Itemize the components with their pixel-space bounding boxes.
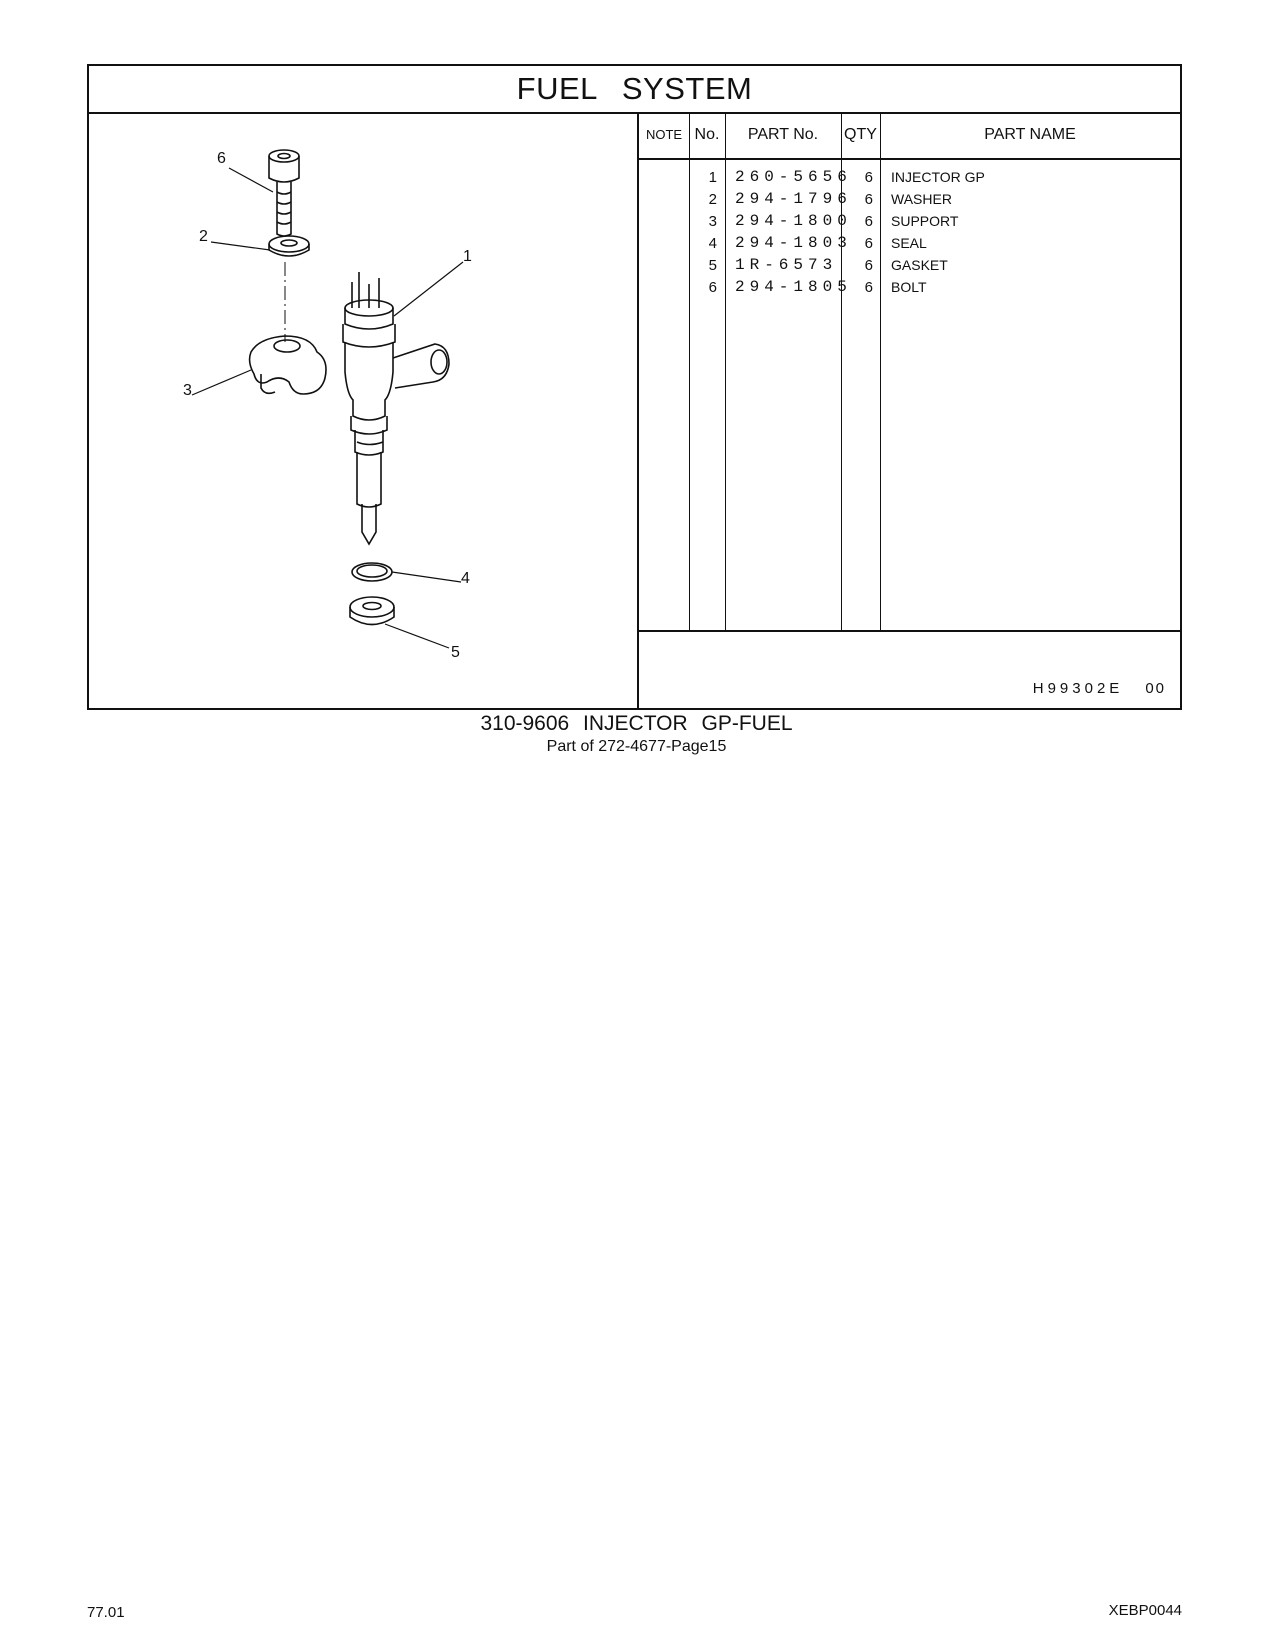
washer-drawing (269, 236, 309, 256)
section-title: FUEL SYSTEM (89, 66, 1180, 114)
item-number: 4 (708, 235, 717, 252)
table-row (639, 276, 1180, 299)
page-number: 77.01 (87, 1604, 125, 1621)
part-name: BOLT (891, 279, 927, 295)
injector-illustration (89, 112, 637, 710)
header-no: No. (694, 126, 720, 143)
table-row (639, 210, 1180, 233)
drawing-number (1033, 680, 1166, 697)
part-name: SEAL (891, 235, 927, 251)
header-qty: QTY (844, 126, 877, 143)
assembly-caption: 310-9606 INJECTOR GP-FUEL (480, 712, 793, 735)
part-number: 1R-6573 (735, 256, 838, 274)
callout-2: 2 (199, 228, 208, 245)
quantity: 6 (864, 235, 873, 252)
assembly-subcaption: Part of 272-4677-Page15 (546, 738, 727, 755)
document-code: XEBP0044 (1108, 1602, 1182, 1619)
part-number: 294-1803 (735, 234, 852, 252)
drawing-id: H99302E (1032, 680, 1124, 697)
parts-frame (87, 64, 1182, 710)
part-name: INJECTOR GP (891, 169, 985, 185)
part-number: 294-1800 (735, 212, 852, 230)
gasket-drawing (350, 597, 394, 625)
header-part-name: PART NAME (984, 126, 1076, 143)
seal-drawing (352, 563, 392, 581)
callout-1: 1 (463, 248, 472, 265)
quantity: 6 (864, 213, 873, 230)
part-name: WASHER (891, 191, 952, 207)
callout-5: 5 (451, 644, 460, 661)
header-part-no: PART No. (747, 126, 819, 143)
item-number: 5 (708, 257, 717, 274)
callout-6: 6 (217, 150, 226, 167)
part-number: 260-5656 (735, 168, 852, 186)
item-number: 3 (708, 213, 717, 230)
quantity: 6 (864, 279, 873, 296)
drawing-revision: 00 (1145, 680, 1166, 697)
exploded-diagram (89, 112, 639, 708)
item-number: 1 (708, 169, 717, 186)
item-number: 2 (708, 191, 717, 208)
callout-4: 4 (461, 570, 470, 587)
table-row (639, 166, 1180, 189)
bolt-drawing (269, 150, 299, 236)
table-row (639, 254, 1180, 277)
header-note: NOTE (645, 127, 683, 142)
quantity: 6 (864, 191, 873, 208)
part-number: 294-1805 (735, 278, 852, 296)
item-number: 6 (708, 279, 717, 296)
part-number: 294-1796 (735, 190, 852, 208)
injector-drawing (343, 272, 449, 544)
table-footer-divider (639, 630, 1180, 632)
table-row (639, 188, 1180, 211)
table-row (639, 232, 1180, 255)
part-name: SUPPORT (891, 213, 959, 229)
support-drawing (250, 336, 326, 394)
quantity: 6 (864, 169, 873, 186)
parts-table (639, 112, 1180, 708)
callout-3: 3 (183, 382, 192, 399)
part-name: GASKET (891, 257, 948, 273)
quantity: 6 (864, 257, 873, 274)
